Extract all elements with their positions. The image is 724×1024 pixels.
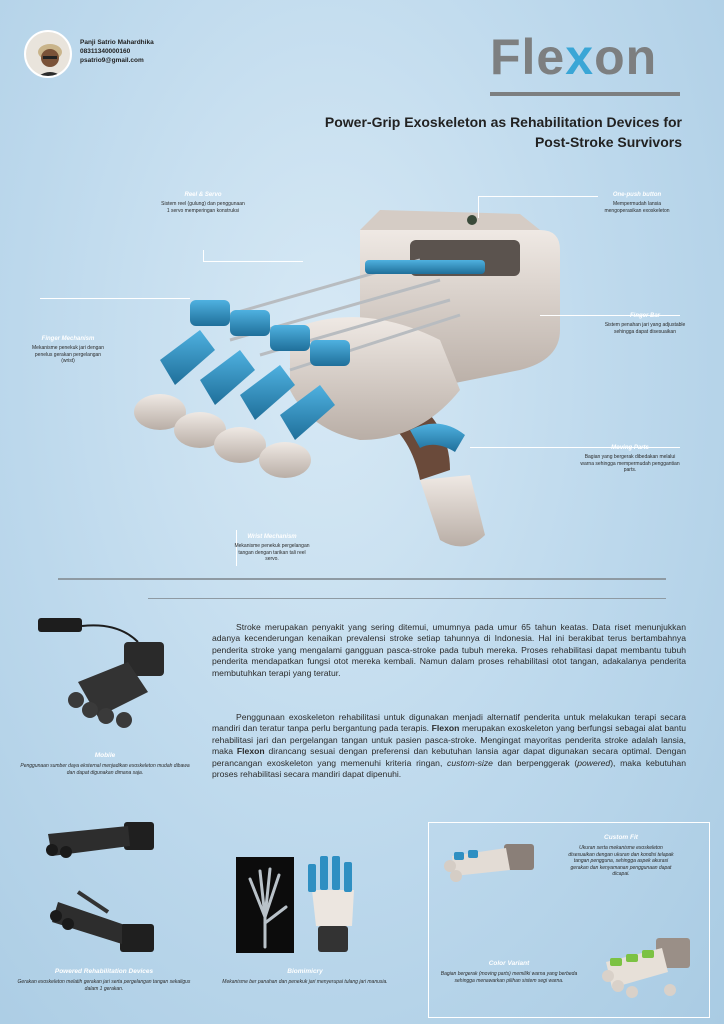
powered-device-illustration [38, 812, 168, 962]
section-divider-thin [148, 598, 666, 599]
biomimicry-device-illustration [298, 850, 368, 956]
leader-line [478, 196, 479, 218]
panel-title: Custom Fit [604, 834, 638, 841]
panel-mobile [20, 752, 190, 776]
panel-biomimicry [220, 968, 390, 986]
panel-desc: Bagian bergerak (moving parts) memiliki warna yang berbeda sehingga menawarkan pilihan sistem segi warna. [440, 971, 578, 984]
section-divider [58, 578, 666, 580]
custom-fit-illustration [440, 836, 540, 886]
author-email: psatrio9@gmail.com [80, 57, 144, 64]
logo-underline [490, 92, 680, 96]
callout-wrist-mechanism [232, 534, 312, 563]
flexon-paragraph [212, 712, 686, 780]
panel-title: Color Variant [488, 960, 530, 967]
panel-desc: Penggunaan sumber daya eksternal menjadikan exoskeleton mudah dibawa dan dapat digunakan dimana saja. [20, 763, 190, 776]
xray-image [236, 857, 294, 953]
p2-text: dan berpenggerak ( [492, 757, 578, 768]
p2-text: ), maka kebutuhan proses rehabilitasi secara mandiri dapat dipenuhi. [212, 757, 686, 780]
p2-brand: Flexon [431, 723, 460, 734]
callout-finger-mechanism [28, 336, 108, 365]
leader-line [478, 196, 598, 197]
panel-powered [14, 968, 194, 992]
p2-emphasis: custom-size [447, 757, 493, 768]
panel-color-variant [434, 960, 584, 984]
panel-desc: Gerakan exoskeleton melatih gerakan jari serta pergelangan tangan sekaligus dalam 1 gerakan. [17, 979, 191, 992]
panel-custom-fit [568, 834, 674, 878]
color-variant-illustration [596, 932, 700, 1002]
callout-desc: Mekanisme penekuk jari dengan penelus gerakan pergelangan (wrist) [32, 345, 104, 364]
logo-suffix: on [594, 29, 658, 85]
poster-title [242, 112, 682, 152]
p2-text: Penggunaan exoskeleton rehabilitasi untuk digunakan menjadi alternatif penderita untuk melakukan terapi secara mandiri dan teratur tanpa perlu bergantung pada terapis. [212, 712, 686, 734]
callout-one-push-button [594, 192, 680, 214]
intro-paragraph: Stroke merupakan penyakit yang sering ditemui, umumnya pada umur 65 tahun keatas. Data riset menunjukkan adanya kecenderungan kenaikan prevalensi stroke setiap tahunnya di Indonesia. Hal ini berakibat terus bertambahnya penderita stroke yang mengalami gangguan pasca-stroke pada tubuh mereka. Proses rehabilitasi dapat membantu tubuh penderita mendapatkan fungsi otot mereka kembali. Namun dalam proses rehabilitasi otot tangan, adakalanya penderita membutuhkan terapi yang teratur. [212, 622, 686, 678]
leader-line [40, 298, 190, 299]
p2-text: dirancang sesuai dengan preferensi dan kebutuhan lansia agar dapat digunakan secara optimal. Dengan perancangan exoskeleton yang memenuhi kriteria ringan, [212, 746, 687, 768]
p2-brand: Flexon [236, 746, 265, 757]
callout-desc: Sistem penahan jari yang adjustable sehingga dapat disesuaikan [604, 322, 686, 335]
panel-desc: Ukuran serta mekanisme exoskeleton disesuaikan dengan ukuran dan kondisi telapak tangan pengguna, sehingga aspek akurasi gerakan dan kenyamanan penggunaan dapat dicapai. [568, 845, 674, 877]
panel-desc: Mekanisme ber panahan dan penekuk jari menyerupai tulang jari manusia. [222, 979, 388, 985]
callout-desc: Bagian yang bergerak dibedakan melalui warna sehingga mempermudah penggantian parts. [580, 454, 680, 473]
panel-title: Mobile [94, 752, 116, 759]
leader-line [203, 261, 303, 262]
callout-title: Moving Parts [611, 445, 649, 451]
callout-finger-bar [604, 313, 686, 335]
callout-title: One-push button [612, 192, 662, 198]
callout-title: Finger Bar [629, 313, 660, 319]
author-name: Panji Satrio Mahardhika [80, 39, 154, 46]
title-line-1: Power-Grip Exoskeleton as Rehabilitation Devices for [324, 114, 682, 130]
callout-title: Finger Mechanism [41, 336, 95, 342]
p2-emphasis: powered [577, 757, 611, 768]
logo-accent: x [565, 29, 595, 85]
callout-moving-parts [580, 445, 680, 474]
flexon-logo [490, 28, 657, 86]
callout-desc: Sistem reel (gulung) dan penggunaan 1 servo memperingan konstruksi [161, 201, 245, 214]
callout-title: Reel & Servo [184, 192, 222, 198]
callout-reel-servo [160, 192, 246, 214]
callout-title: Wrist Mechanism [247, 534, 297, 540]
author-avatar [24, 30, 72, 78]
logo-prefix: Fle [490, 29, 566, 85]
author-phone: 08311340000160 [80, 48, 131, 55]
panel-title: Biomimicry [287, 968, 323, 975]
callout-desc: Mempermudah lansia mengoperasikan exoskeleton [604, 201, 670, 214]
mobile-device-illustration [28, 612, 178, 742]
title-line-2: Post-Stroke Survivors [534, 134, 682, 150]
p2-text: merupakan exoskeleton yang berfungsi sebagai alat bantu rehabilitasi jari dan pergelangan tangan untuk pasien pasca-stroke. Mengingat mayoritas penderita stroke adalah lansia, maka [212, 723, 686, 757]
hero-exoskeleton-illustration [120, 190, 590, 560]
callout-desc: Mekanisme penekuk pergelangan tangan dengan tarikan tali reel servo. [234, 543, 310, 562]
author-info [80, 38, 154, 65]
panel-title: Powered Rehabilitation Devices [54, 968, 154, 975]
